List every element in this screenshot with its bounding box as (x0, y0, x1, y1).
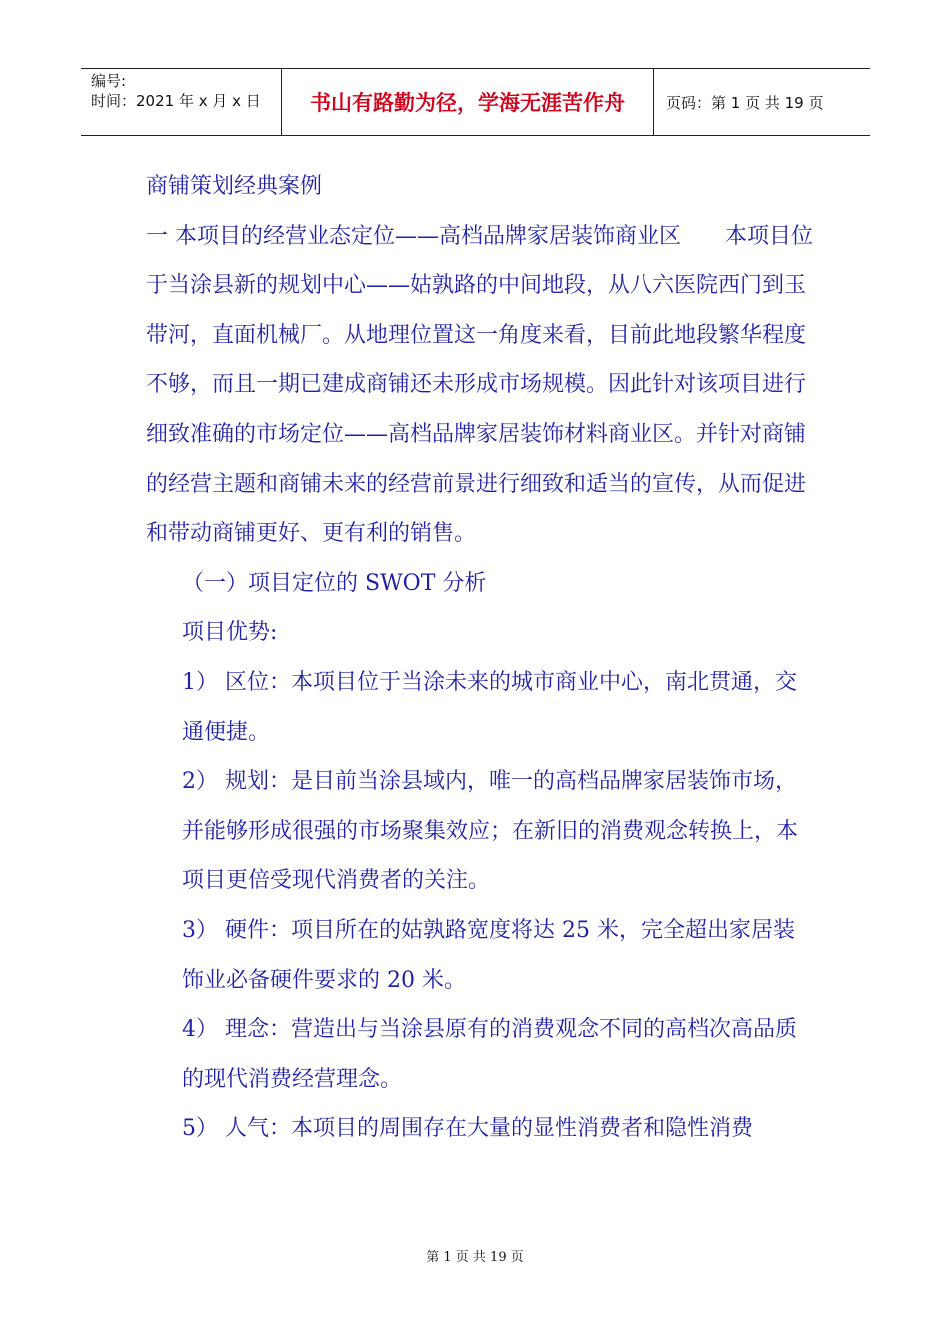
number-label: 编号: (91, 72, 127, 90)
subheading-advantages: 项目优势: (182, 620, 278, 646)
header-motto: 书山有路勤为径，学海无涯苦作舟 (282, 69, 654, 135)
list-item-concept: 4） 理念：营造出与当涂县原有的消费观念不同的高档次高品质的现代消费经营理念。 (182, 1017, 797, 1092)
header-page-info: 页码：第 1 页 共 19 页 (666, 93, 824, 112)
list-item-planning: 2） 规划：是目前当涂县域内，唯一的高档品牌家居装饰市场，并能够形成很强的市场聚集效应；在新旧的消费观念转换上，本项目更倍受现代消费者的关注。 (182, 769, 799, 894)
list-item-hardware: 3） 硬件：项目所在的姑孰路宽度将达 25 米，完全超出家居装饰业必备硬件要求的 20 米。 (182, 917, 795, 993)
list-item-popularity: 5） 人气：本项目的周围存在大量的显性消费者和隐性消费 (182, 1116, 753, 1142)
list-item-location: 1） 区位：本项目位于当涂未来的城市商业中心，南北贯通，交通便捷。 (182, 669, 797, 745)
paragraph-positioning: 一 本项目的经营业态定位——高档品牌家居装饰商业区 本项目位于当涂县新的规划中心——姑孰路的中间地段，从八六医院西门到玉带河，直面机械厂。从地理位置这一角度来看，目前此地段繁华程度不够，而且一期已建成商铺还未形成市场规模。因此针对该项目进行细致准确的市场定位——高档品牌家居装饰材料商业区。并针对商铺的经营主题和商铺未来的经营前景进行细致和适当的宣传，从而促进和带动商铺更好、更有利的销售。 (146, 223, 813, 547)
time-label: 时间：2021 年 x 月 x 日 (91, 92, 261, 110)
page-footer: 第 1 页 共 19 页 (426, 1250, 524, 1265)
page-header (81, 68, 870, 136)
section-heading-swot: （一）项目定位的 SWOT 分析 (182, 570, 487, 596)
document-title: 商铺策划经典案例 (146, 174, 323, 199)
document-body (146, 162, 816, 1154)
header-meta (81, 69, 282, 135)
